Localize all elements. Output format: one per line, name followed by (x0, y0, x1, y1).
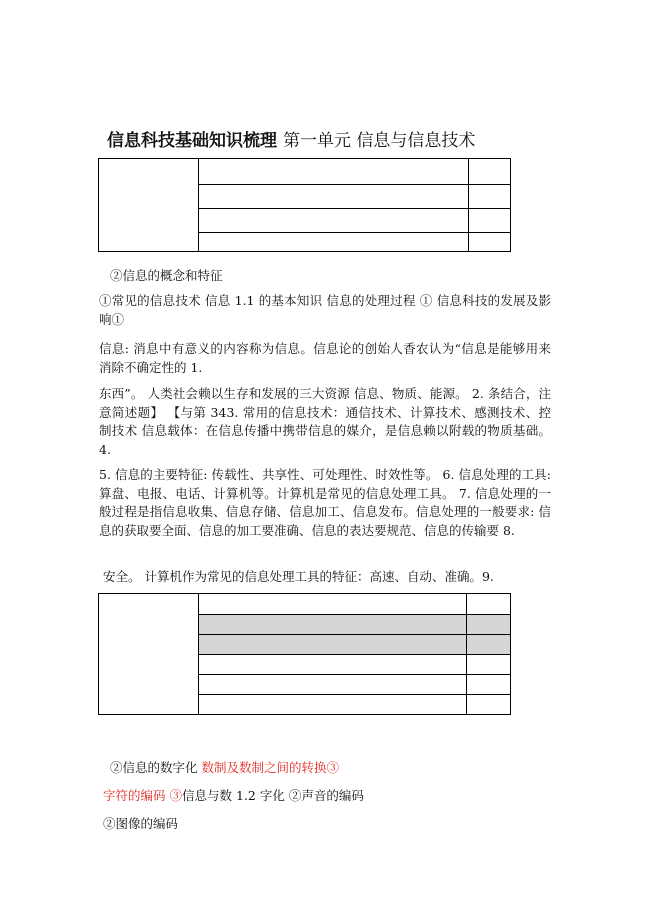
number-system-link: 数制及数制之间的转换③ (201, 760, 340, 775)
table1-divider-left (198, 159, 199, 251)
paragraph-1: ①常见的信息技术 信息 1.1 的基本知识 信息的处理过程 ① 信息科技的发展及影响① (99, 293, 551, 327)
sound-encoding-text: 信息与数 1.2 字化 ②声音的编码 (182, 788, 364, 803)
empty-table-1 (98, 158, 511, 252)
title-subtitle: 第一单元 信息与信息技术 (283, 131, 476, 151)
digitization-label: ②信息的数字化 (110, 760, 198, 775)
paragraph-3: 东西”。 人类社会赖以生存和发展的三大资源 信息、物质、能源。 2. 条结合，注意简述题】 【与第 343. 常用的信息技术：通信技术、计算技术、感测技术、控制技术 信息载体：在信息传播中携带信息的媒介，是信息赖以附载的物质基础。4. (99, 386, 551, 457)
text-line-7 (103, 787, 364, 805)
table1-row-line (198, 184, 510, 185)
table1-row-line (198, 208, 510, 209)
text-line-8: ②图像的编码 (103, 816, 179, 831)
table2-row-line (198, 654, 510, 655)
table2-shaded-row (198, 634, 510, 654)
table2-shaded-row (198, 614, 510, 634)
table2-row-line (198, 614, 510, 615)
paragraph-2: 信息: 消息中有意义的内容称为信息。信息论的创始人香农认为“信息是能够用来消除不确定性的 1. (99, 341, 551, 375)
char-encoding-text: 字符的编码 (103, 788, 166, 803)
empty-table-2 (98, 593, 511, 715)
page-title (107, 126, 475, 151)
digitization-marker: ③ (169, 788, 183, 803)
paragraph-4: 5. 信息的主要特征: 传载性、共享性、可处理性、时效性等。 6. 信息处理的工具: 算盘、电报、电话、计算机等。计算机是常见的信息处理工具。 7. 信息处理的一般过程是指信息收集、信息存储、信息加工、信息发布。信息处理的一般要求: 信息的获取要全面、信息的加工要准确、信息的表达要规范、信息的传输要 8. (99, 467, 551, 538)
table2-row-line (198, 634, 510, 635)
table1-divider-right (468, 159, 469, 251)
title-bold: 信息科技基础知识梳理 (107, 131, 277, 151)
paragraph-5: 安全。 计算机作为常见的信息处理工具的特征：高速、自动、准确。9. (103, 569, 494, 584)
text-line-1: ②信息的概念和特征 (110, 268, 223, 283)
table1-row-line (198, 232, 510, 233)
table2-row-line (198, 674, 510, 675)
table2-row-line (198, 694, 510, 695)
text-line-6 (110, 759, 339, 777)
